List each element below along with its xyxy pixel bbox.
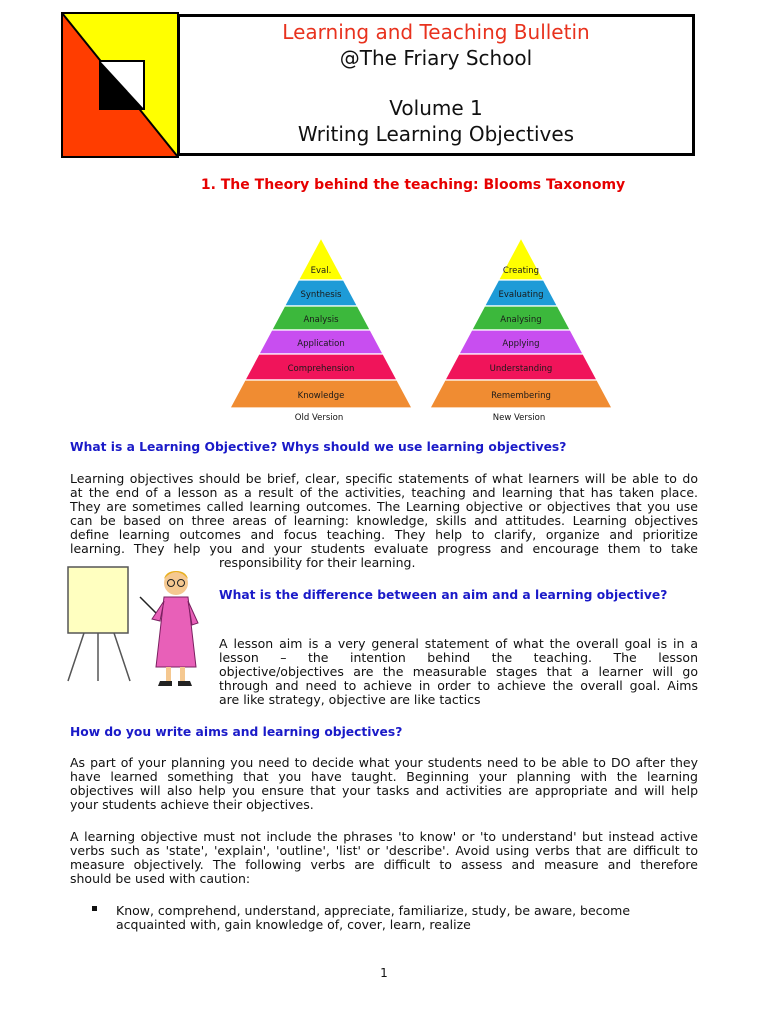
text-line: measure objectively. The following verbs are difficult to assess and measure and therefore — [70, 857, 698, 872]
text-line: learning. They help you and your students evaluate progress and encourage them to take — [70, 541, 698, 556]
text-line: Learning objectives should be brief, clear, specific statements of what learners will be able to do — [70, 471, 698, 486]
pyramid-level-label: Eval. — [310, 266, 332, 276]
text-line: objectives will also help you ensure that your tasks and activities are appropriate and will help — [70, 783, 698, 798]
text-line: can be based on three areas of learning: knowledge, skills and attitudes. Learning objectives — [70, 513, 698, 528]
bulletin-header — [177, 14, 695, 156]
pyramid-level-label: Knowledge — [297, 391, 345, 401]
pyramid-caption: Old Version — [294, 413, 344, 423]
question-heading-learning-objective: What is a Learning Objective? Whys should we use learning objectives? — [70, 440, 567, 454]
text-line: As part of your planning you need to decide what your students need to be able to DO after they — [70, 755, 698, 770]
pyramid-level-label: Application — [297, 339, 345, 349]
bulletin-subtitle: Writing Learning Objectives — [297, 122, 575, 146]
pyramid-level-label: Understanding — [489, 364, 553, 374]
text-line: A learning objective must not include the phrases 'to know' or 'to understand' but instead active — [70, 829, 698, 844]
blooms-pyramids — [226, 234, 618, 426]
paragraph-learning-objective — [70, 472, 698, 556]
text-line: have learned something that you have taught. Beginning your planning with the learning — [70, 769, 698, 784]
pyramid-level-label: Evaluating — [498, 290, 544, 300]
pyramid-level-label: Synthesis — [300, 290, 342, 300]
bulletin-title: Learning and Teaching Bulletin — [282, 20, 590, 44]
paragraph-verbs — [70, 830, 698, 872]
text-line: define learning outcomes and focus teaching. They help to clarify, organize and prioritize — [70, 527, 698, 542]
pyramid-level-label: Analysis — [303, 315, 339, 325]
text-line: objective/objectives are the measurable stages that a learner will go — [219, 664, 698, 679]
text-line: A lesson aim is a very general statement of what the overall goal is in a — [219, 636, 698, 651]
section-heading: 1. The Theory behind the teaching: Blooms Taxonomy — [200, 177, 626, 193]
question-heading-writing-aims: How do you write aims and learning objectives? — [70, 725, 403, 739]
text-line: through and need to achieve in order to achieve the overall goal. Aims — [219, 678, 698, 693]
pyramid-level-label: Creating — [502, 266, 540, 276]
bullet-icon — [92, 906, 97, 911]
teacher-at-board-illustration — [64, 563, 206, 699]
pyramid-level-label: Remembering — [491, 391, 551, 401]
page-number: 1 — [380, 966, 388, 980]
paragraph-verbs-end: should be used with caution: — [70, 871, 251, 886]
text-line: lesson – the intention behind the teaching. The lesson — [219, 650, 698, 665]
pyramid-caption: New Version — [492, 413, 546, 423]
text-line: verbs such as 'state', 'explain', 'outline', 'list' or 'describe'. Avoid using verbs that are difficult to — [70, 843, 698, 858]
pyramid-level-label: Analysing — [500, 315, 542, 325]
pyramid-level-label: Comprehension — [287, 364, 355, 374]
paragraph-planning-end: your students achieve their objectives. — [70, 797, 314, 812]
text-line: at the end of a lesson as a result of the activities, teaching and learning that has taken place. — [70, 485, 698, 500]
school-logo — [61, 12, 179, 158]
paragraph-aim-vs-objective-end: are like strategy, objective are like tactics — [219, 692, 481, 707]
question-heading-aim-vs-objective: What is the difference between an aim and a learning objective? — [219, 588, 668, 602]
text-line: They are sometimes called learning outcomes. The Learning objective or objectives that you use — [70, 499, 698, 514]
paragraph-planning — [70, 756, 698, 798]
school-name: @The Friary School — [339, 46, 533, 70]
paragraph-learning-objective-end: responsibility for their learning. — [219, 555, 416, 570]
pyramid-level-label: Applying — [502, 339, 540, 349]
volume-label: Volume 1 — [389, 96, 483, 120]
paragraph-aim-vs-objective — [219, 637, 698, 693]
